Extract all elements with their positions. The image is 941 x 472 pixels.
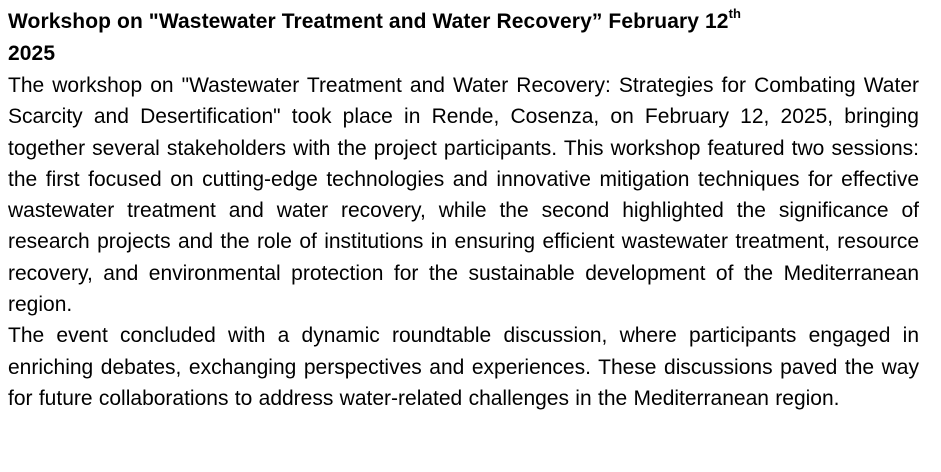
title-year: 2025 — [8, 42, 56, 65]
paragraph-workshop-summary: The workshop on "Wastewater Treatment and Water Recovery: Strategies for Combating Water Scarcity and Desertification" took place in Rende, Cosenza, on February 12, 2025, bringing together several stakeholders with the project participants. This workshop featured two sessions: the first focused on cutting-edge technologies and innovative mitigation techniques for effective wastewater treatment and water recovery, while the second highlighted the significance of research projects and the role of institutions in ensuring efficient wastewater treatment, resource recovery, and environmental protection for the sustainable development of the Mediterranean region. — [8, 74, 919, 317]
title-superscript: th — [728, 6, 742, 21]
paragraph-roundtable: The event concluded with a dynamic roundtable discussion, where participants engaged in enriching debates, exchanging perspectives and experiences. These discussions paved the way for future collaborations to address water-related challenges in the Mediterranean region. — [8, 324, 919, 410]
title-main: Workshop on "Wastewater Treatment and Water Recovery” February 12 — [8, 10, 729, 33]
document-title — [8, 6, 919, 70]
